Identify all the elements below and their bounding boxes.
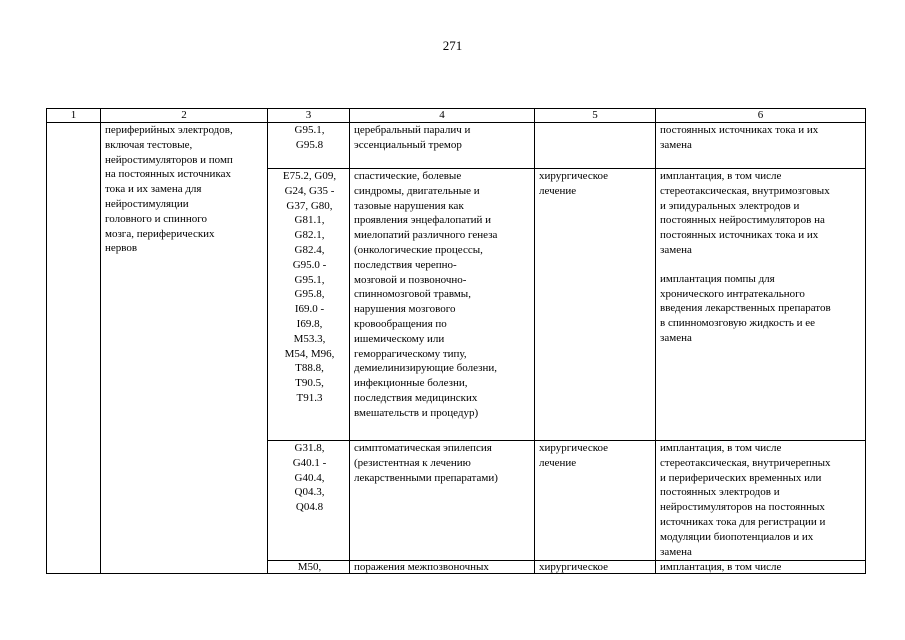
icd-codes: G31.8, G40.1 - G40.4, Q04.3, Q04.8 [268,441,350,561]
treatment-method: постоянных источниках тока и их замена [656,123,866,169]
treatment-type: хирургическое лечение [535,441,656,561]
treatment-method-2: имплантация помпы для хронического интратекального введения лекарственных препаратов в спинномозговую жидкость и ее замена [660,272,831,344]
header-col-2: 2 [101,109,268,123]
icd-codes: E75.2, G09, G24, G35 - G37, G80, G81.1, G82.1, G82.4, G95.0 - G95.1, G95.8, I69.0 - I69.8, M53.3, M54, M96, T88.8, T90.5, T91.3 [268,169,350,441]
diagnosis: поражения межпозвоночных [350,561,535,574]
treatment-method: имплантация, в том числе стереотаксическая, внутримозговых и эпидуральных электродов и постоянных нейростимуляторов на постоянных источниках тока и их замена [660,170,830,256]
diagnosis: спастические, болевые синдромы, двигательные и тазовые нарушения как проявления энцефалопатий и миелопатий различного генеза (онкологические процессы, последствия черепно- мозговой и позвоночно- спинномозговой травмы, нарушения мозгового кровообращения по ишемическому или геморрагическому типу, демиелинизирующие болезни, инфекционные болезни, последствия медицинских вмешательств и процедур) [350,169,535,441]
procedure-description: периферийных электродов, включая тестовые, нейростимуляторов и помп на постоянных источниках тока и их замена для нейростимуляции головного и спинного мозга, периферических нервов [101,123,268,574]
diagnosis: симптоматическая эпилепсия (резистентная к лечению лекарственными препаратами) [350,441,535,561]
icd-codes: M50, [268,561,350,574]
header-col-5: 5 [535,109,656,123]
treatment-method-cell [656,169,866,441]
header-col-6: 6 [656,109,866,123]
treatment-method: имплантация, в том числе [656,561,866,574]
col1-cell [47,123,101,574]
icd-codes: G95.1, G95.8 [268,123,350,169]
medical-procedures-table [46,108,866,574]
page-number: 271 [442,38,463,53]
treatment-type: хирургическое [535,561,656,574]
treatment-type: хирургическое лечение [535,169,656,441]
table-row [47,123,866,169]
paragraph-gap [660,258,863,272]
header-col-3: 3 [268,109,350,123]
diagnosis: церебральный паралич и эссенциальный тремор [350,123,535,169]
table-header-row [47,109,866,123]
treatment-method: имплантация, в том числе стереотаксическая, внутричерепных и периферических временных или постоянных электродов и нейростимуляторов на постоянных источниках тока для регистрации и модуляции биопотенциалов и их замена [656,441,866,561]
header-col-1: 1 [47,109,101,123]
treatment-type [535,123,656,169]
header-col-4: 4 [350,109,535,123]
